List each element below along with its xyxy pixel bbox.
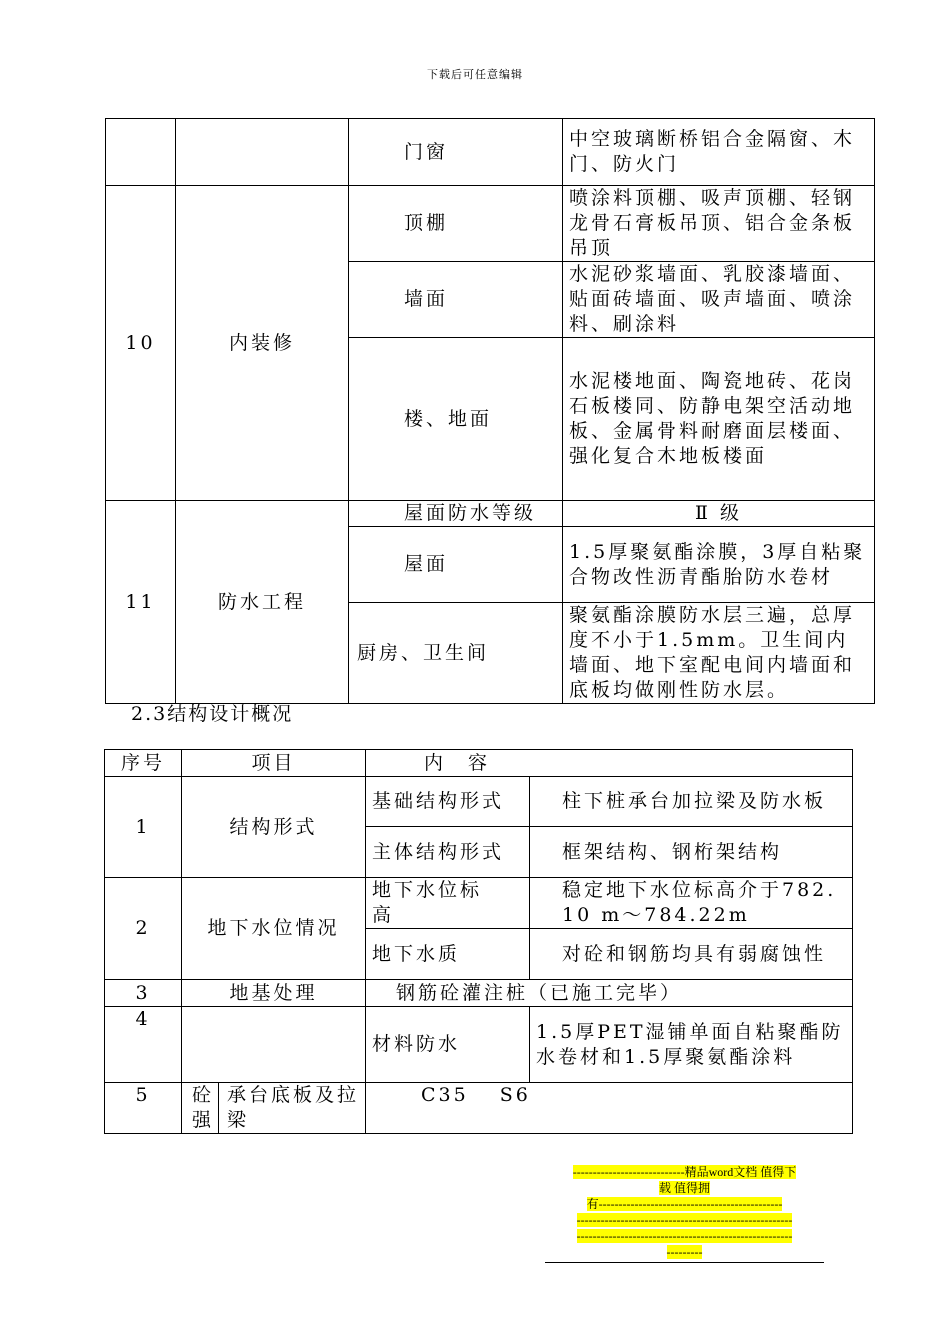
- sub-item-cell: 楼、地面: [349, 338, 563, 501]
- footer-divider: [545, 1262, 824, 1263]
- content-cell: 柱下桩承台加拉梁及防水板: [530, 777, 853, 827]
- table-row: [106, 186, 875, 262]
- content-cell: C35 S6: [366, 1083, 853, 1134]
- sub-item-cell: 门窗: [349, 119, 563, 186]
- table-row: [105, 980, 853, 1007]
- row-number-cell: 11: [106, 501, 176, 704]
- item-cell: 地下水位情况: [182, 878, 366, 980]
- table-row: [106, 501, 875, 527]
- content-cell: 稳定地下水位标高介于782.10 m～784.22m: [530, 878, 853, 929]
- footer-line-2: 载 值得拥: [658, 1181, 710, 1195]
- content-cell: 中空玻璃断桥铝合金隔窗、木门、防火门: [563, 119, 875, 186]
- table-row: [106, 119, 875, 186]
- structure-design-table: [104, 749, 853, 1134]
- row-number-cell: 3: [105, 980, 182, 1007]
- sub-item-cell: 地下水质: [366, 929, 530, 980]
- content-cell: 钢筋砼灌注桩（已施工完毕）: [366, 980, 853, 1007]
- footer-promo: [545, 1164, 824, 1260]
- sub-item-cell: 基础结构形式: [366, 777, 530, 827]
- row-number-cell: 4: [105, 1007, 182, 1083]
- sub-item-cell: 墙面: [349, 262, 563, 338]
- row-number-cell: [106, 119, 176, 186]
- footer-line-1: ----------------------------精品word文档 值得下: [572, 1165, 797, 1179]
- content-cell: 1.5厚聚氨酯涂膜，3厚自粘聚合物改性沥青酯胎防水卷材: [563, 527, 875, 603]
- content-cell: 对砼和钢筋均具有弱腐蚀性: [530, 929, 853, 980]
- sub-item-cell: 材料防水: [366, 1007, 530, 1083]
- item-cell: [182, 1007, 366, 1083]
- sub-item-cell: 屋面防水等级: [349, 501, 563, 527]
- header-no: 序号: [105, 750, 182, 777]
- table-row: [105, 878, 853, 929]
- row-number-cell: 5: [105, 1083, 182, 1134]
- content-cell: 水泥砂浆墙面、乳胶漆墙面、贴面砖墙面、吸声墙面、喷涂料、刷涂料: [563, 262, 875, 338]
- interior-finish-table: [105, 118, 875, 704]
- row-number-cell: 2: [105, 878, 182, 980]
- section-title: 2.3结构设计概况: [131, 703, 294, 725]
- sub-item-cell: 地下水位标 高: [366, 878, 530, 929]
- item-cell: 地基处理: [182, 980, 366, 1007]
- content-cell: 水泥楼地面、陶瓷地砖、花岗石板楼同、防静电架空活动地板、金属骨料耐磨面层楼面、强化复合木地板楼面: [563, 338, 875, 501]
- header-item: 项目: [182, 750, 366, 777]
- sub-item-cell: 主体结构形式: [366, 827, 530, 878]
- content-cell: 喷涂料顶棚、吸声顶棚、轻钢龙骨石膏板吊顶、铝合金条板吊顶: [563, 186, 875, 262]
- footer-line-3: 有----------------------------------------------: [586, 1197, 783, 1211]
- content-cell: 框架结构、钢桁架结构: [530, 827, 853, 878]
- item-main-label: 砼强: [182, 1083, 219, 1133]
- content-cell: 聚氨酯涂膜防水层三遍，总厚度不小于1.5mm。卫生间内墙面、地下室配电间内墙面和底板均做刚性防水层。: [563, 603, 875, 704]
- row-number-cell: 10: [106, 186, 176, 501]
- table-row: [105, 1083, 853, 1134]
- item-cell: 内装修: [176, 186, 349, 501]
- footer-line-4: ------------------------------------------------------: [576, 1213, 793, 1227]
- content-cell: Ⅱ 级: [563, 501, 875, 527]
- header-content: 内 容: [366, 750, 853, 777]
- header-note: 下载后可任意编辑: [427, 68, 523, 81]
- sub-item-cell: 屋面: [349, 527, 563, 603]
- item-sub-label: 承台底板及拉梁: [227, 1084, 360, 1131]
- item-cell: 防水工程: [176, 501, 349, 704]
- sub-item-cell: 厨房、卫生间: [349, 603, 563, 704]
- row-number-cell: 1: [105, 777, 182, 878]
- item-cell: [182, 1083, 366, 1134]
- table-row: [105, 1007, 853, 1083]
- item-cell: [176, 119, 349, 186]
- footer-line-6: ---------: [666, 1245, 703, 1259]
- table-row: [105, 777, 853, 827]
- content-cell: 1.5厚PET湿铺单面自粘聚酯防水卷材和1.5厚聚氨酯涂料: [530, 1007, 853, 1083]
- footer-line-5: ------------------------------------------------------: [576, 1229, 793, 1243]
- sub-item-cell: 顶棚: [349, 186, 563, 262]
- table-header-row: [105, 750, 853, 777]
- item-cell: 结构形式: [182, 777, 366, 878]
